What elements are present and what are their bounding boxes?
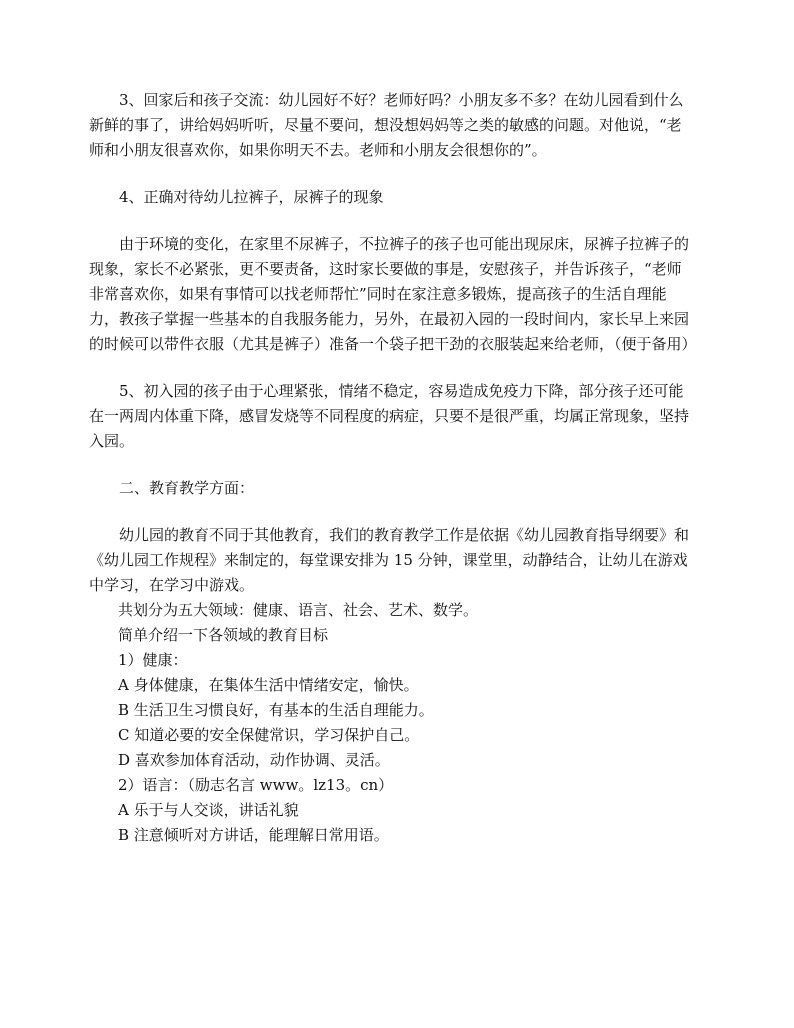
list-item-intro: 简单介绍一下各领域的教育目标 <box>118 626 329 644</box>
list-item-language-heading: 2）语言：（励志名言 www。lz13。cn） <box>118 776 394 794</box>
heading-item-4: 4、正确对待幼儿拉裤子，尿裤子的现象 <box>119 188 384 206</box>
paragraph-education: 幼儿园的教育不同于其他教育，我们的教育教学工作是依据《幼儿园教育指导纲要》和《幼儿园工作规程》来制定的，每堂课安排为 15 分钟，课堂里，动静结合，让幼儿在游戏中学习，在学习中游戏。 <box>89 526 690 594</box>
list-item-domains: 共划分为五大领域：健康、语言、社会、艺术、数学。 <box>118 601 479 619</box>
paragraph-item-5: 5、初入园的孩子由于心理紧张，情绪不稳定，容易造成免疫力下降，部分孩子还可能在一两周内体重下降，感冒发烧等不同程度的病症，只要不是很严重，均属正常现象，坚持入园。 <box>89 382 690 450</box>
list-item-language-b: B 注意倾听对方讲话，能理解日常用语。 <box>118 826 389 844</box>
section-heading-education: 二、教育教学方面： <box>119 479 255 497</box>
list-item-language-a: A 乐于与人交谈，讲话礼貌 <box>118 801 299 819</box>
list-item-health-b: B 生活卫生习惯良好，有基本的生活自理能力。 <box>118 701 434 719</box>
paragraph-item-3: 3、回家后和孩子交流：幼儿园好不好？老师好吗？小朋友多不多？在幼儿园看到什么新鲜的事了，讲给妈妈听听，尽量不要问，想没想妈妈等之类的敏感的问题。对他说，“老师和小朋友很喜欢你，如果你明天不去。老师和小朋友会很想你的”。 <box>89 91 684 159</box>
paragraph-diaper: 由于环境的变化，在家里不尿裤子，不拉裤子的孩子也可能出现尿床，尿裤子拉裤子的现象，家长不必紧张，更不要责备，这时家长要做的事是，安慰孩子，并告诉孩子，“老师非常喜欢你，如果有事情可以找老师帮忙”同时在家注意多锻炼，提高孩子的生活自理能力，教孩子掌握一些基本的自我服务能力，另外，在最初入园的一段时间内，家长早上来园的时候可以带件衣服（尤其是裤子）准备一个袋子把干劲的衣服装起来给老师，（便于备用） <box>89 235 697 353</box>
list-item-health-d: D 喜欢参加体育活动，动作协调、灵活。 <box>118 751 390 769</box>
list-item-health-c: C 知道必要的安全保健常识，学习保护自己。 <box>118 726 420 744</box>
list-item-health-heading: 1）健康： <box>118 651 188 669</box>
list-item-health-a: A 身体健康，在集体生活中情绪安定，愉快。 <box>118 676 419 694</box>
